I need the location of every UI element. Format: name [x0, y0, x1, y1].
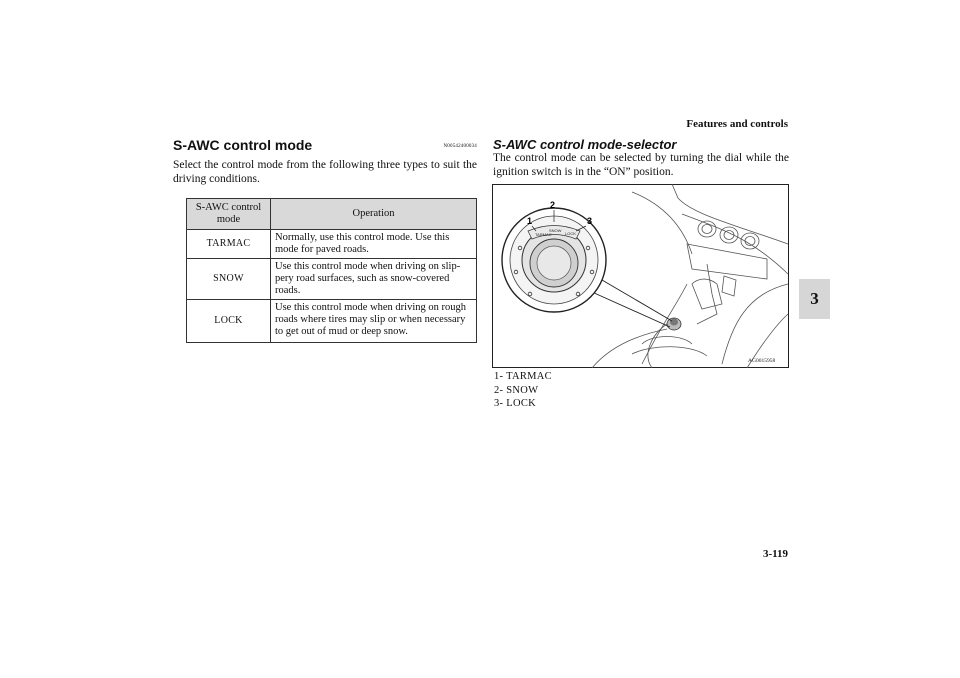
running-header: Features and controls	[686, 118, 788, 130]
mode-selector-illustration	[492, 184, 789, 368]
table-row	[187, 259, 477, 300]
legend-item: 2- SNOW	[494, 384, 539, 396]
subsection-text: The control mode can be selected by turning the dial while the ignition switch is in the “ON” position.	[493, 152, 789, 178]
dial-label-snow: SNOW	[549, 228, 562, 233]
operation-cell: Use this control mode when driving on rough roads where tires may slip or when necessary to get out of mud or deep snow.	[271, 300, 477, 343]
legend-item: 1- TARMAC	[494, 371, 552, 382]
operation-cell: Use this control mode when driving on slip-pery road surfaces, such as snow-covered roads.	[271, 259, 477, 300]
dial-label-tarmac: TARMAC	[535, 232, 552, 237]
dial-label-lock: LOCK	[565, 231, 576, 236]
legend-item: 3- LOCK	[494, 398, 537, 409]
callout-2: 2	[550, 200, 556, 210]
figure-id: AG0015958	[748, 358, 776, 364]
mode-cell: SNOW	[187, 259, 271, 300]
mode-table	[186, 198, 477, 343]
mode-cell: LOCK	[187, 300, 271, 343]
subsection-title: S-AWC control mode-selector	[493, 137, 677, 152]
table-row	[187, 300, 477, 343]
mode-cell: TARMAC	[187, 230, 271, 259]
chapter-tab: 3	[799, 279, 830, 319]
operation-cell: Normally, use this control mode. Use this mode for paved roads.	[271, 230, 477, 259]
section-title: S-AWC control mode	[173, 137, 313, 153]
figure-legend	[494, 370, 552, 411]
table-row	[187, 230, 477, 259]
section-code: N00542400034	[443, 144, 477, 149]
page-number: 3-119	[762, 548, 788, 560]
callout-3: 3	[587, 216, 593, 226]
table-header-operation: Operation	[271, 199, 477, 230]
table-header-mode: S-AWC control mode	[187, 199, 271, 230]
intro-paragraph: Select the control mode from the following three types to suit the driving conditions.	[173, 159, 477, 185]
callout-1: 1	[527, 216, 533, 226]
